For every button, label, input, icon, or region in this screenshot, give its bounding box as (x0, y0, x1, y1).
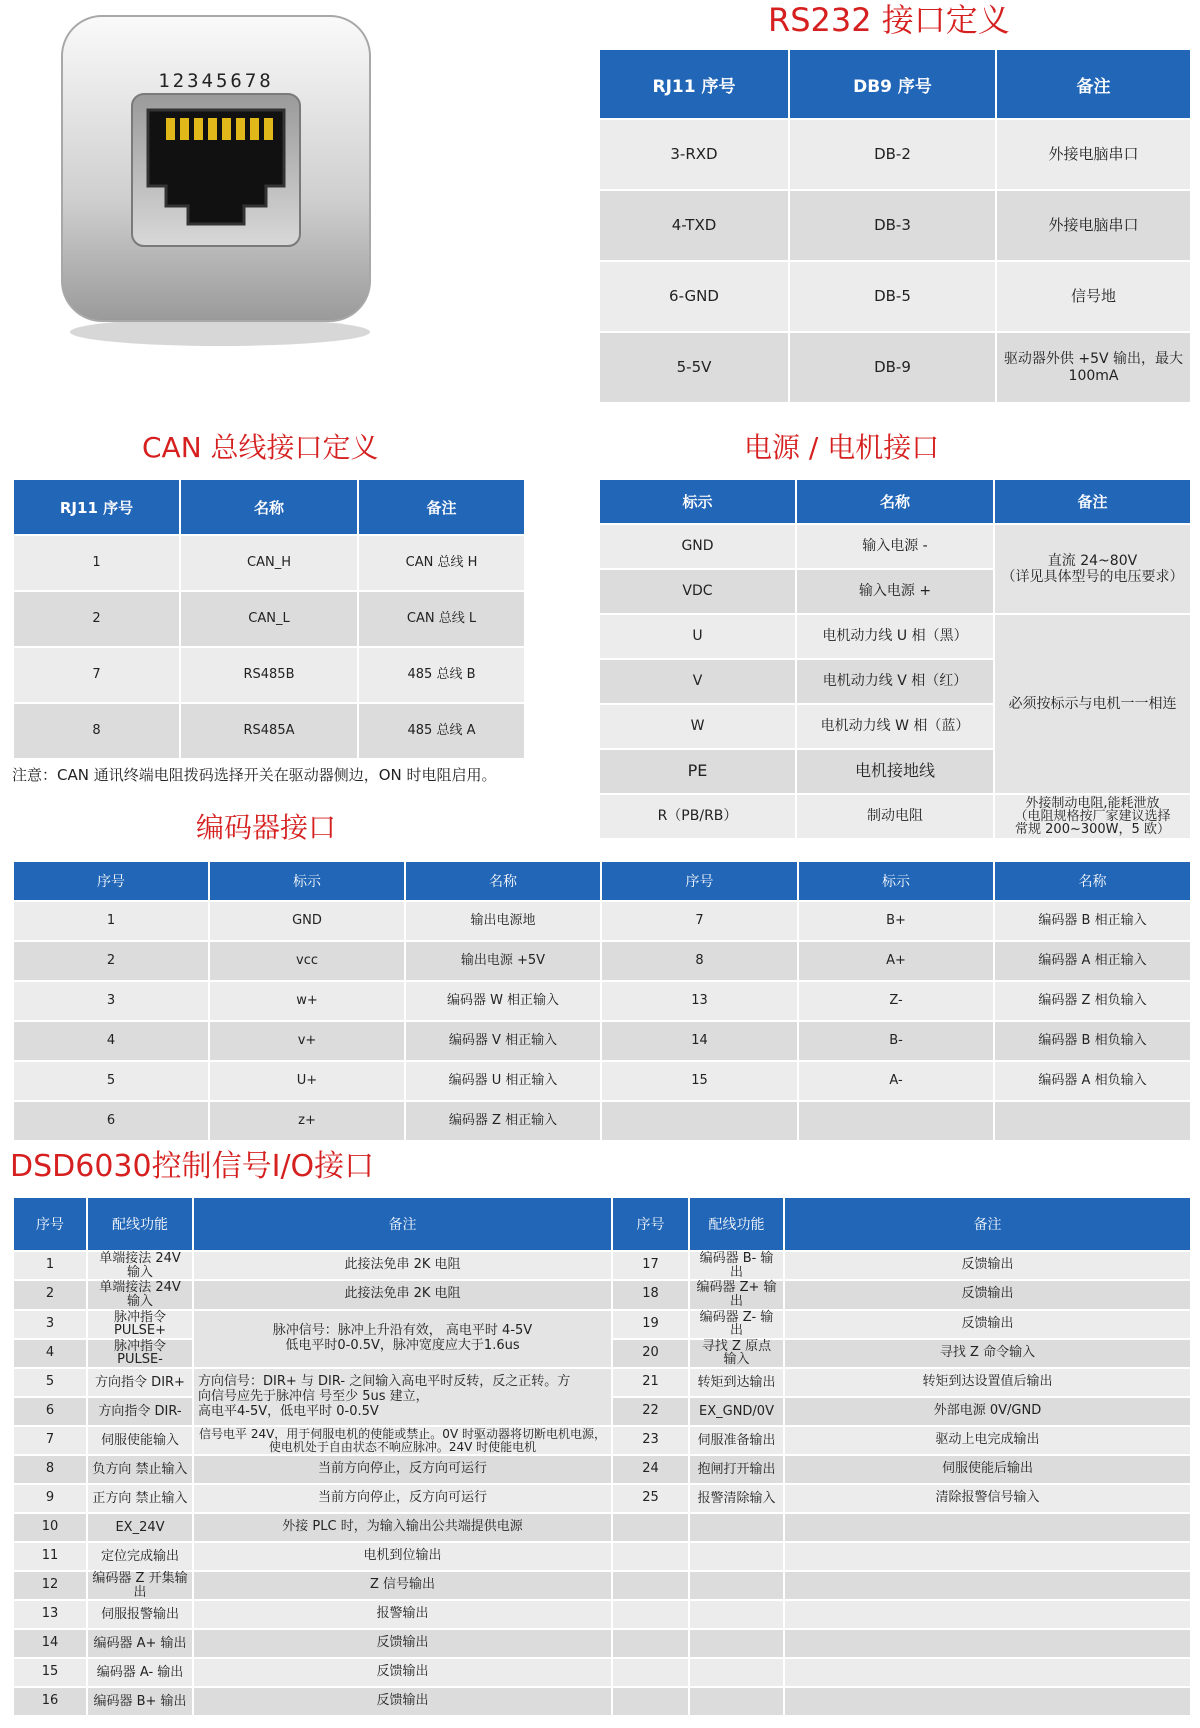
encoder-pin: 13 (601, 981, 798, 1021)
table-row (599, 190, 1191, 261)
empty-cell (689, 1629, 784, 1658)
io-function: 单端接法 24V 输入 (87, 1251, 193, 1280)
io-pin: 20 (612, 1339, 689, 1368)
io-pin: 4 (13, 1339, 87, 1368)
table-row (13, 1021, 1191, 1061)
io-pin: 17 (612, 1251, 689, 1280)
encoder-pin (601, 1101, 798, 1141)
power-label: V (599, 659, 796, 704)
table-row (13, 647, 525, 703)
table-row (599, 794, 1191, 839)
io-remark: 驱动上电完成输出 (784, 1426, 1191, 1455)
encoder-name: 编码器 V 相正输入 (405, 1021, 601, 1061)
encoder-pin: 8 (601, 941, 798, 981)
rj45-port-image (60, 14, 380, 354)
empty-cell (612, 1629, 689, 1658)
table-row (13, 703, 525, 759)
table-row (13, 941, 1191, 981)
io-function: 编码器 Z 开集输出 (87, 1571, 193, 1600)
io-pin: 12 (13, 1571, 87, 1600)
empty-cell (784, 1571, 1191, 1600)
io-function: 方向指令 DIR+ (87, 1368, 193, 1397)
io-remark: 外部电源 0V/GND (784, 1397, 1191, 1426)
empty-cell (612, 1571, 689, 1600)
remark: 外接电脑串口 (996, 190, 1191, 261)
encoder-name: 编码器 A 相正输入 (994, 941, 1191, 981)
power-label: PE (599, 749, 796, 794)
encoder-label: A+ (798, 941, 994, 981)
table-row (13, 1629, 1191, 1658)
can-pin: 2 (13, 591, 180, 647)
io-remark: 当前方向停止，反方向可运行 (193, 1484, 612, 1513)
encoder-label: A- (798, 1061, 994, 1101)
encoder-pin: 5 (13, 1061, 209, 1101)
io-header: 备注 (193, 1197, 612, 1251)
brake-remark (994, 794, 1191, 839)
table-row (13, 1484, 1191, 1513)
encoder-label: U+ (209, 1061, 405, 1101)
empty-cell (689, 1542, 784, 1571)
io-pin: 19 (612, 1310, 689, 1339)
table-row (599, 524, 1191, 569)
empty-cell (612, 1542, 689, 1571)
rs232-header: 备注 (996, 49, 1191, 119)
io-remark: 伺服使能后输出 (784, 1455, 1191, 1484)
can-name: CAN_H (180, 535, 358, 591)
empty-cell (784, 1513, 1191, 1542)
encoder-label (798, 1101, 994, 1141)
io-function: 脉冲指令 PULSE+ (87, 1310, 193, 1339)
io-pin: 25 (612, 1484, 689, 1513)
remark: 信号地 (996, 261, 1191, 332)
io-function: 正方向 禁止输入 (87, 1484, 193, 1513)
empty-cell (612, 1658, 689, 1687)
power-name: 电机动力线 W 相（蓝） (796, 704, 994, 749)
encoder-label: w+ (209, 981, 405, 1021)
power-name: 制动电阻 (796, 794, 994, 839)
empty-cell (612, 1600, 689, 1629)
encoder-header: 序号 (13, 861, 209, 901)
can-header: 备注 (358, 479, 525, 535)
io-pin: 9 (13, 1484, 87, 1513)
encoder-header: 标示 (209, 861, 405, 901)
table-row (599, 119, 1191, 190)
io-function: 脉冲指令 PULSE- (87, 1339, 193, 1368)
empty-cell (689, 1571, 784, 1600)
io-header: 序号 (13, 1197, 87, 1251)
rj11-pin: 3-RXD (599, 119, 789, 190)
io-header: 配线功能 (87, 1197, 193, 1251)
can-pin: 1 (13, 535, 180, 591)
encoder-pin: 3 (13, 981, 209, 1021)
encoder-name: 编码器 B 相正输入 (994, 901, 1191, 941)
io-pin: 7 (13, 1426, 87, 1455)
encoder-title: 编码器接口 (196, 811, 337, 844)
io-remark: 信号电平 24V，用于伺服电机的使能或禁止。0V 时驱动器将切断电机电源，使电机处于自由状态不响应脉冲。24V 时使能电机 (193, 1426, 612, 1455)
io-remark: 反馈输出 (784, 1251, 1191, 1280)
encoder-header: 名称 (994, 861, 1191, 901)
table-row (13, 1687, 1191, 1716)
encoder-pin: 6 (13, 1101, 209, 1141)
power-header: 名称 (796, 479, 994, 524)
can-name: CAN_L (180, 591, 358, 647)
power-label: W (599, 704, 796, 749)
rs232-title: RS232 接口定义 (768, 1, 1010, 39)
remark: 驱动器外供 +5V 输出，最大 100mA (996, 332, 1191, 403)
io-pin: 3 (13, 1310, 87, 1339)
table-row (13, 535, 525, 591)
io-function: 伺服报警输出 (87, 1600, 193, 1629)
io-pin: 23 (612, 1426, 689, 1455)
io-function: 寻找 Z 原点 输入 (689, 1339, 784, 1368)
table-row (13, 1426, 1191, 1455)
encoder-pin: 2 (13, 941, 209, 981)
db9-pin: DB-9 (789, 332, 996, 403)
brake-remark-line: （电阻规格按厂家建议选择 (1014, 809, 1171, 824)
io-pin: 16 (13, 1687, 87, 1716)
empty-cell (689, 1658, 784, 1687)
encoder-pin: 1 (13, 901, 209, 941)
encoder-name: 编码器 Z 相负输入 (994, 981, 1191, 1021)
empty-cell (612, 1513, 689, 1542)
io-pin: 14 (13, 1629, 87, 1658)
encoder-label: z+ (209, 1101, 405, 1141)
table-row (13, 1310, 1191, 1339)
db9-pin: DB-5 (789, 261, 996, 332)
empty-cell (784, 1658, 1191, 1687)
power-table (598, 478, 1192, 840)
direction-remark-line: 高电平4-5V，低电平时 0-0.5V (198, 1403, 379, 1419)
io-function: 编码器 B+ 输出 (87, 1687, 193, 1716)
can-remark: 485 总线 A (358, 703, 525, 759)
table-row (13, 591, 525, 647)
io-function: 抱闸打开输出 (689, 1455, 784, 1484)
io-remark: 清除报警信号输入 (784, 1484, 1191, 1513)
power-name: 电机接地线 (796, 749, 994, 794)
power-remark-line: 直流 24~80V (1047, 552, 1138, 569)
can-remark: CAN 总线 H (358, 535, 525, 591)
table-row (13, 901, 1191, 941)
io-pin: 15 (13, 1658, 87, 1687)
rj11-pin: 5-5V (599, 332, 789, 403)
io-function: EX_GND/0V (689, 1397, 784, 1426)
table-row (599, 614, 1191, 659)
encoder-label: v+ (209, 1021, 405, 1061)
io-function: 定位完成输出 (87, 1542, 193, 1571)
power-label: VDC (599, 569, 796, 614)
table-row (13, 1280, 1191, 1309)
encoder-pin: 4 (13, 1021, 209, 1061)
empty-cell (612, 1687, 689, 1716)
table-row (13, 1061, 1191, 1101)
pulse-remark (193, 1310, 612, 1369)
pin-numbers: 12345678 (158, 70, 274, 92)
rj11-pin: 4-TXD (599, 190, 789, 261)
encoder-name: 编码器 Z 相正输入 (405, 1101, 601, 1141)
encoder-label: GND (209, 901, 405, 941)
direction-remark (193, 1368, 612, 1426)
encoder-label: B- (798, 1021, 994, 1061)
io-remark: 外接 PLC 时，为输入输出公共端提供电源 (193, 1513, 612, 1542)
io-remark: 当前方向停止，反方向可运行 (193, 1455, 612, 1484)
direction-remark-line: 向信号应先于脉冲信 号至少 5us 建立， (198, 1388, 429, 1404)
io-function: 伺服使能输入 (87, 1426, 193, 1455)
table-row (13, 1542, 1191, 1571)
io-title: DSD6030控制信号I/O接口 (10, 1149, 375, 1184)
can-pin: 8 (13, 703, 180, 759)
io-pin: 8 (13, 1455, 87, 1484)
io-header: 备注 (784, 1197, 1191, 1251)
encoder-name (994, 1101, 1191, 1141)
table-row (599, 261, 1191, 332)
encoder-name: 输出电源地 (405, 901, 601, 941)
encoder-pin: 15 (601, 1061, 798, 1101)
io-pin: 10 (13, 1513, 87, 1542)
encoder-label: B+ (798, 901, 994, 941)
table-row (13, 1600, 1191, 1629)
motor-remark: 必须按标示与电机一一相连 (994, 614, 1191, 794)
empty-cell (689, 1513, 784, 1542)
io-remark: 反馈输出 (784, 1280, 1191, 1309)
encoder-pin: 7 (601, 901, 798, 941)
table-row (13, 1513, 1191, 1542)
io-pin: 11 (13, 1542, 87, 1571)
io-table (12, 1196, 1192, 1717)
power-name: 电机动力线 U 相（黑） (796, 614, 994, 659)
empty-cell (689, 1600, 784, 1629)
io-function: 方向指令 DIR- (87, 1397, 193, 1426)
io-function: 单端接法 24V 输入 (87, 1280, 193, 1309)
io-remark: 反馈输出 (193, 1687, 612, 1716)
can-title: CAN 总线接口定义 (142, 431, 379, 464)
io-function: 编码器 Z- 输出 (689, 1310, 784, 1339)
power-remark-line: （详见具体型号的电压要求） (1001, 569, 1184, 585)
io-function: 伺服准备输出 (689, 1426, 784, 1455)
rs232-header: DB9 序号 (789, 49, 996, 119)
encoder-label: vcc (209, 941, 405, 981)
encoder-name: 编码器 A 相负输入 (994, 1061, 1191, 1101)
io-function: 转矩到达输出 (689, 1368, 784, 1397)
io-function: EX_24V (87, 1513, 193, 1542)
brake-remark-line: 外接制动电阻,能耗泄放 (1025, 796, 1160, 811)
io-remark: 反馈输出 (193, 1658, 612, 1687)
io-function: 报警清除输入 (689, 1484, 784, 1513)
can-remark: CAN 总线 L (358, 591, 525, 647)
io-function: 编码器 A- 输出 (87, 1658, 193, 1687)
can-note: 注意：CAN 通讯终端电阻拨码选择开关在驱动器侧边，ON 时电阻启用。 (12, 766, 497, 784)
table-row (13, 1368, 1191, 1397)
power-label: U (599, 614, 796, 659)
io-remark: 转矩到达设置值后输出 (784, 1368, 1191, 1397)
power-title: 电源 / 电机接口 (744, 431, 940, 464)
table-row (13, 1251, 1191, 1280)
io-pin: 5 (13, 1368, 87, 1397)
io-function: 编码器 Z+ 输出 (689, 1280, 784, 1309)
io-pin: 18 (612, 1280, 689, 1309)
encoder-name: 编码器 W 相正输入 (405, 981, 601, 1021)
rj11-pin: 6-GND (599, 261, 789, 332)
io-pin: 6 (13, 1397, 87, 1426)
power-label: GND (599, 524, 796, 569)
encoder-header: 名称 (405, 861, 601, 901)
io-remark: 反馈输出 (193, 1629, 612, 1658)
can-header: 名称 (180, 479, 358, 535)
io-function: 编码器 B- 输出 (689, 1251, 784, 1280)
table-row (13, 1101, 1191, 1141)
io-pin: 24 (612, 1455, 689, 1484)
db9-pin: DB-2 (789, 119, 996, 190)
direction-remark-line: 方向信号：DIR+ 与 DIR- 之间输入高电平时反转，反之正转。方 (198, 1373, 571, 1389)
can-header: RJ11 序号 (13, 479, 180, 535)
io-function: 负方向 禁止输入 (87, 1455, 193, 1484)
db9-pin: DB-3 (789, 190, 996, 261)
table-row (13, 1455, 1191, 1484)
io-remark: 此接法免串 2K 电阻 (193, 1280, 612, 1309)
can-name: RS485B (180, 647, 358, 703)
io-remark: 报警输出 (193, 1600, 612, 1629)
power-name: 输入电源 - (796, 524, 994, 569)
can-table (12, 478, 526, 760)
io-pin: 1 (13, 1251, 87, 1280)
power-name: 电机动力线 V 相（红） (796, 659, 994, 704)
io-remark: 寻找 Z 命令输入 (784, 1339, 1191, 1368)
encoder-label: Z- (798, 981, 994, 1021)
table-row (599, 332, 1191, 403)
io-pin: 21 (612, 1368, 689, 1397)
can-remark: 485 总线 B (358, 647, 525, 703)
power-header: 标示 (599, 479, 796, 524)
encoder-table (12, 860, 1192, 1142)
io-function: 编码器 A+ 输出 (87, 1629, 193, 1658)
encoder-pin: 14 (601, 1021, 798, 1061)
can-pin: 7 (13, 647, 180, 703)
table-row (13, 1571, 1191, 1600)
power-label: R（PB/RB） (599, 794, 796, 839)
io-header: 配线功能 (689, 1197, 784, 1251)
rs232-header: RJ11 序号 (599, 49, 789, 119)
encoder-name: 输出电源 +5V (405, 941, 601, 981)
power-name: 输入电源 + (796, 569, 994, 614)
io-header: 序号 (612, 1197, 689, 1251)
encoder-header: 序号 (601, 861, 798, 901)
can-name: RS485A (180, 703, 358, 759)
io-remark: 反馈输出 (784, 1310, 1191, 1339)
empty-cell (784, 1600, 1191, 1629)
rs232-table (598, 48, 1192, 404)
io-remark: 此接法免串 2K 电阻 (193, 1251, 612, 1280)
io-pin: 13 (13, 1600, 87, 1629)
power-header: 备注 (994, 479, 1191, 524)
io-remark: 电机到位输出 (193, 1542, 612, 1571)
io-pin: 2 (13, 1280, 87, 1309)
empty-cell (689, 1687, 784, 1716)
encoder-name: 编码器 B 相负输入 (994, 1021, 1191, 1061)
io-remark: Z 信号输出 (193, 1571, 612, 1600)
empty-cell (784, 1542, 1191, 1571)
encoder-header: 标示 (798, 861, 994, 901)
empty-cell (784, 1629, 1191, 1658)
table-row (13, 1658, 1191, 1687)
encoder-name: 编码器 U 相正输入 (405, 1061, 601, 1101)
brake-remark-line: 常规 200~300W，5 欧） (1015, 822, 1170, 837)
table-row (13, 981, 1191, 1021)
power-remark (994, 524, 1191, 614)
pulse-remark-line: 低电平时0-0.5V，脉冲宽度应大于1.6us (285, 1337, 520, 1353)
pulse-remark-line: 脉冲信号：脉冲上升沿有效， 高电平时 4-5V (272, 1322, 533, 1338)
remark: 外接电脑串口 (996, 119, 1191, 190)
io-pin: 22 (612, 1397, 689, 1426)
empty-cell (784, 1687, 1191, 1716)
